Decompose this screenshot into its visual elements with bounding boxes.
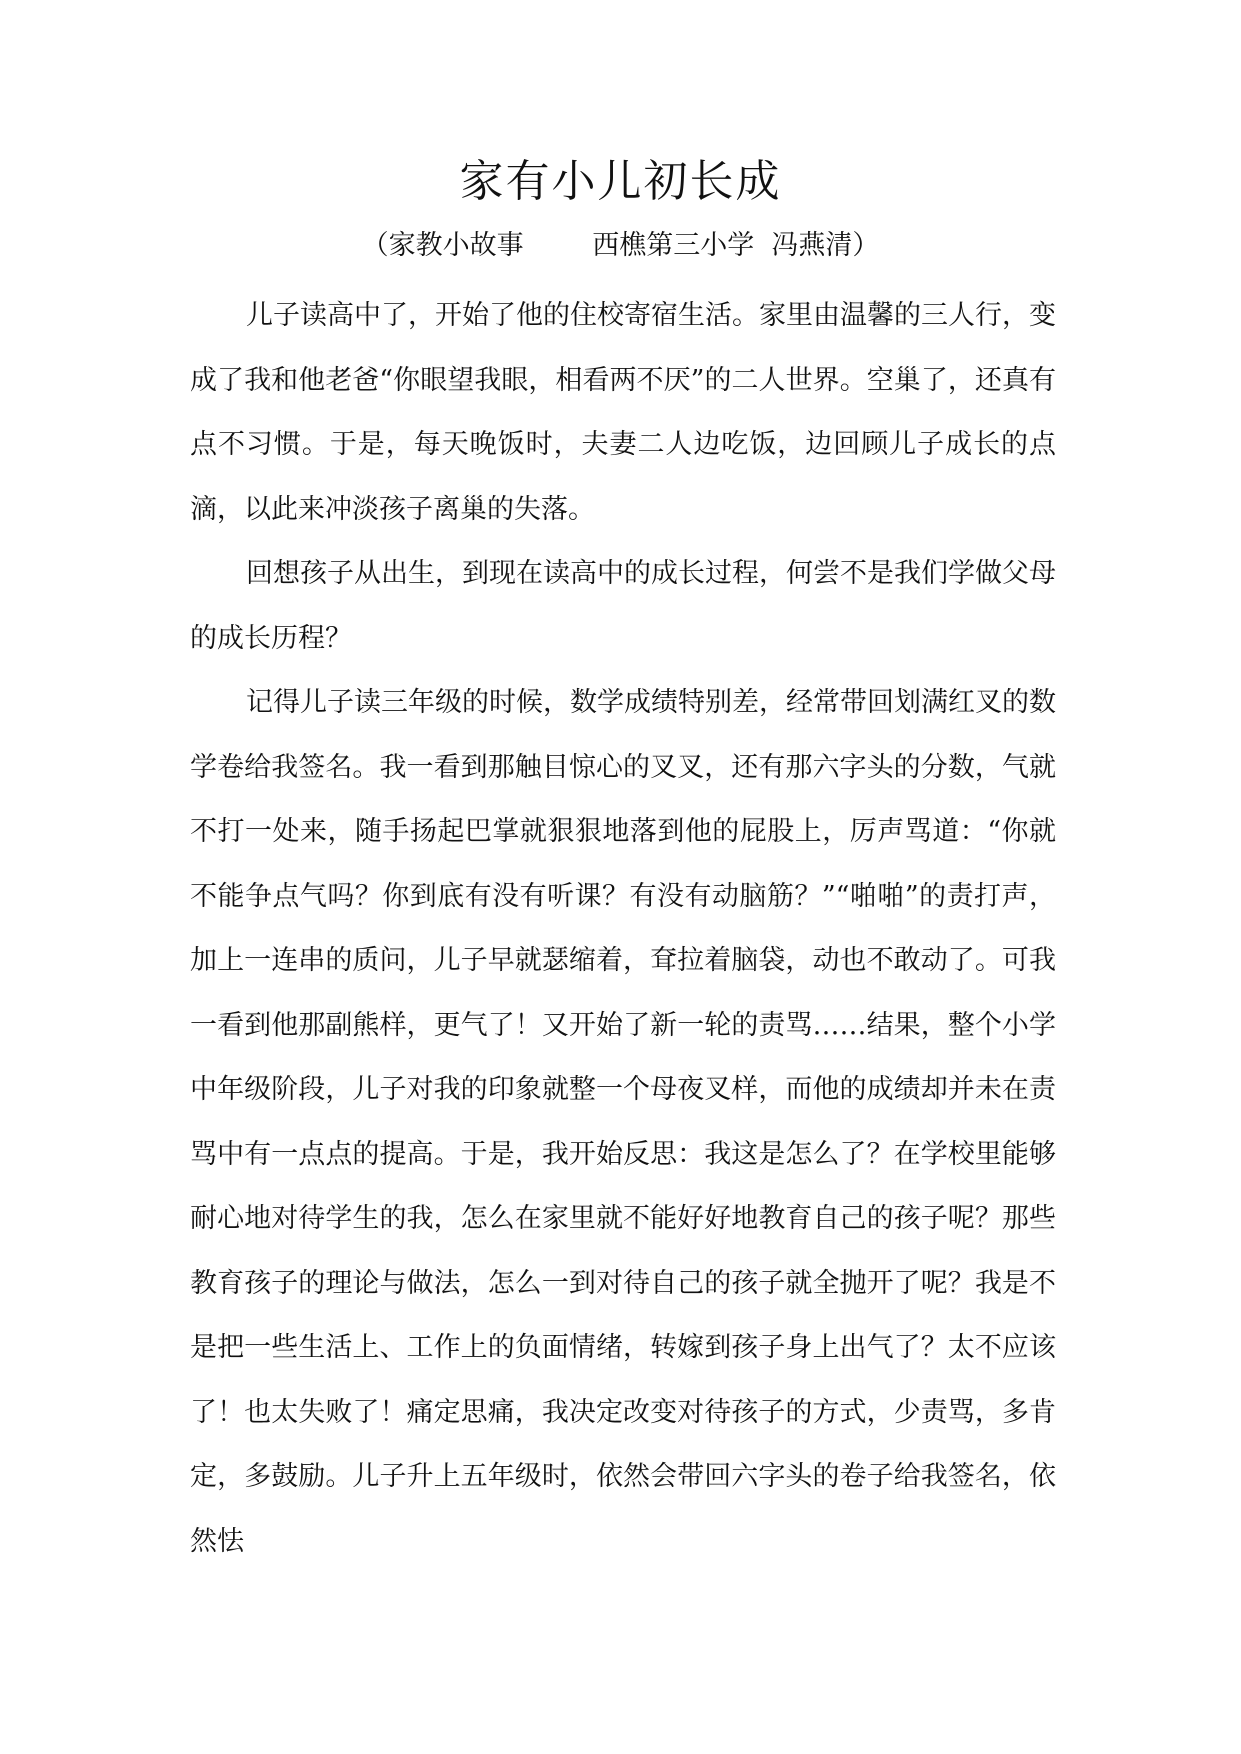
article-body xyxy=(190,284,1056,1574)
author-byline: （家教小故事 西樵第三小学 冯燕清） xyxy=(361,230,880,261)
paragraph-3: 记得儿子读三年级的时候，数学成绩特别差，经常带回划满红叉的数学卷给我签名。我一看到那触目惊心的叉叉，还有那六字头的分数，气就不打一处来，随手扬起巴掌就狠狠地落到他的屁股上，厉声骂道：“你就不能争点气吗？你到底有没有听课？有没有动脑筋？”“啪啪”的责打声，加上一连串的质问，儿子早就瑟缩着，耷拉着脑袋，动也不敢动了。可我一看到他那副熊样，更气了！又开始了新一轮的责骂……结果，整个小学中年级阶段，儿子对我的印象就整一个母夜叉样，而他的成绩却并未在责骂中有一点点的提高。于是，我开始反思：我这是怎么了？在学校里能够耐心地对待学生的我，怎么在家里就不能好好地教育自己的孩子呢？那些教育孩子的理论与做法，怎么一到对待自己的孩子就全抛开了呢？我是不是把一些生活上、工作上的负面情绪，转嫁到孩子身上出气了？太不应该了！也太失败了！痛定思痛，我决定改变对待孩子的方式，少责骂，多肯定，多鼓励。儿子升上五年级时，依然会带回六字头的卷子给我签名，依然怯 xyxy=(190,687,1056,1557)
paragraph-2: 回想孩子从出生，到现在读高中的成长过程，何尝不是我们学做父母的成长历程？ xyxy=(190,558,1056,654)
page-title: 家有小儿初长成 xyxy=(459,156,782,207)
paragraph-1: 儿子读高中了，开始了他的住校寄宿生活。家里由温馨的三人行，变成了我和他老爸“你眼望我眼，相看两不厌”的二人世界。空巢了，还真有点不习惯。于是，每天晚饭时，夫妻二人边吃饭，边回顾儿子成长的点滴，以此来冲淡孩子离巢的失落。 xyxy=(190,300,1056,525)
